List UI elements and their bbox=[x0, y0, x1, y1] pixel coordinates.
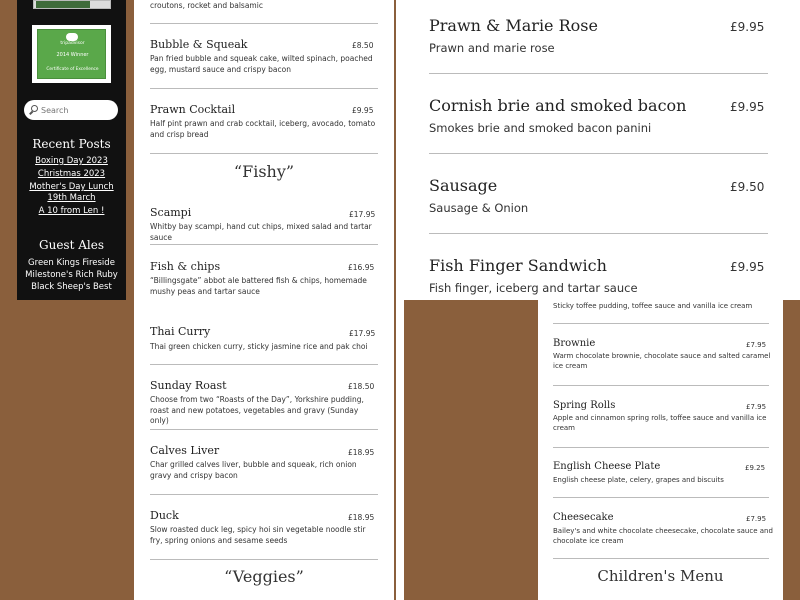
menu-item-price: £18.95 bbox=[348, 513, 375, 522]
menu-item-name: Scampi bbox=[150, 206, 192, 219]
menu-item-name: Prawn & Marie Rose bbox=[429, 16, 598, 35]
menu-item-description: Warm chocolate brownie, chocolate sauce and salted caramel ice cream bbox=[553, 352, 771, 370]
menu-item-price: £9.95 bbox=[730, 20, 765, 34]
menu-item-description: Apple and cinnamon spring rolls, toffee sauce and vanilla ice cream bbox=[553, 414, 767, 432]
menu-item-description: Smokes brie and smoked bacon panini bbox=[429, 121, 652, 135]
divider bbox=[150, 494, 378, 495]
divider bbox=[150, 153, 378, 154]
recent-post-link[interactable]: Mother's Day Lunch 19th March bbox=[29, 182, 114, 204]
menu-item-name: Fish Finger Sandwich bbox=[429, 256, 607, 275]
divider bbox=[553, 385, 769, 386]
menu-item-name: Cornish brie and smoked bacon bbox=[429, 96, 687, 115]
menu-item-description: Pan fried bubble and squeak cake, wilted spinach, poached egg, mustard sauce and crispy bacon bbox=[150, 54, 373, 74]
divider bbox=[553, 497, 769, 498]
panel-bottom-left bbox=[0, 300, 396, 600]
section-title-veggies: “Veggies” bbox=[224, 567, 304, 586]
divider bbox=[150, 429, 378, 430]
divider bbox=[429, 73, 768, 74]
menu-item-price: £7.95 bbox=[746, 515, 767, 523]
menu-item-name: Calves Liver bbox=[150, 444, 220, 457]
panel-top-left bbox=[0, 0, 396, 300]
menu-item-name: Spring Rolls bbox=[553, 400, 616, 411]
menu-column-bottom-left bbox=[134, 300, 394, 600]
recent-post-link[interactable]: A 10 from Len ! bbox=[38, 206, 105, 217]
menu-item-name: English Cheese Plate bbox=[553, 461, 661, 472]
divider bbox=[553, 323, 769, 324]
guest-ales-heading: Guest Ales bbox=[39, 238, 104, 252]
menu-column-top-left bbox=[134, 0, 394, 300]
menu-item-price: £9.95 bbox=[730, 100, 765, 114]
search-icon-handle bbox=[29, 111, 33, 115]
divider bbox=[150, 364, 378, 365]
menu-item-name: Brownie bbox=[553, 338, 596, 349]
section-title-childrens-menu: Children's Menu bbox=[597, 567, 724, 585]
menu-item-price: £17.95 bbox=[349, 210, 376, 219]
recent-post-link[interactable]: Christmas 2023 bbox=[37, 169, 106, 180]
panel-top-right bbox=[404, 0, 800, 300]
menu-item-price: £7.95 bbox=[746, 341, 767, 349]
menu-item-name: Sunday Roast bbox=[150, 379, 227, 392]
menu-item-description: Fish finger, iceberg and tartar sauce bbox=[429, 281, 638, 295]
menu-item-price: £8.50 bbox=[352, 41, 374, 50]
menu-item-description: Prawn and marie rose bbox=[429, 41, 555, 55]
menu-item-price: £7.95 bbox=[746, 403, 767, 411]
menu-item-description: Slow roasted duck leg, spicy hoi sin vegetable noodle stir fry, spring onions and sesame seeds bbox=[150, 525, 366, 545]
badge-brand: tripadvisor bbox=[60, 41, 85, 46]
guest-ale: Black Sheep's Best bbox=[31, 282, 112, 293]
menu-item-description: Choose from two “Roasts of the Day”, Yorkshire pudding, roast and new potatoes, vegetables and gravy (Sunday only) bbox=[150, 395, 364, 425]
section-title-fishy: “Fishy” bbox=[233, 162, 295, 181]
divider bbox=[429, 233, 768, 234]
menu-item-price: £18.50 bbox=[348, 382, 375, 391]
menu-item-description: English cheese plate, celery, grapes and biscuits bbox=[553, 476, 724, 484]
menu-item-price: £9.25 bbox=[745, 464, 766, 472]
partial-description: Sticky toffee pudding, toffee sauce and vanilla ice cream bbox=[553, 302, 753, 310]
menu-item-name: Fish & chips bbox=[150, 260, 221, 273]
recent-posts-list bbox=[21, 156, 122, 217]
divider bbox=[150, 559, 378, 560]
owl-icon bbox=[66, 33, 78, 41]
search-input[interactable] bbox=[41, 103, 113, 117]
tripadvisor-badge[interactable] bbox=[32, 25, 111, 83]
menu-item-name: Cheesecake bbox=[553, 512, 614, 523]
badge-line2: Certificate of Excellence bbox=[46, 67, 99, 72]
menu-item-name: Bubble & Squeak bbox=[150, 38, 248, 51]
sidebar bbox=[17, 0, 126, 300]
menu-item-price: £9.95 bbox=[730, 260, 765, 274]
menu-item-price: £9.50 bbox=[730, 180, 765, 194]
menu-item-price: £18.95 bbox=[348, 448, 375, 457]
menu-item-description: Sausage & Onion bbox=[429, 201, 529, 215]
menu-item-price: £16.95 bbox=[348, 263, 375, 272]
menu-item-name: Sausage bbox=[429, 176, 498, 195]
menu-item-price: £17.95 bbox=[349, 329, 376, 338]
menu-item-description: Half pint prawn and crab cocktail, iceberg, avocado, tomato and crisp bread bbox=[150, 119, 376, 139]
top-badge-cropped bbox=[33, 0, 111, 9]
divider bbox=[150, 23, 378, 24]
divider bbox=[150, 88, 378, 89]
divider bbox=[429, 153, 768, 154]
menu-item-description: “Billingsgate” abbot ale battered fish & chips, homemade mushy peas and tartar sauce bbox=[150, 276, 367, 296]
menu-item-price: £9.95 bbox=[352, 106, 374, 115]
recent-posts-heading: Recent Posts bbox=[32, 137, 111, 151]
partial-description: croutons, rocket and balsamic bbox=[150, 1, 263, 10]
divider bbox=[553, 447, 769, 448]
menu-column-bottom-right bbox=[538, 300, 783, 600]
divider bbox=[553, 558, 769, 559]
menu-item-name: Prawn Cocktail bbox=[150, 103, 236, 116]
search-box[interactable] bbox=[24, 100, 118, 120]
guest-ale: Milestone's Rich Ruby bbox=[25, 270, 118, 281]
menu-item-description: Whitby bay scampi, hand cut chips, mixed salad and tartar sauce bbox=[150, 222, 372, 242]
divider bbox=[150, 244, 378, 245]
menu-item-description: Char grilled calves liver, bubble and squeak, rich onion gravy and crispy bacon bbox=[150, 460, 357, 480]
badge-line1: 2014 Winner bbox=[56, 52, 89, 58]
guest-ales-list bbox=[21, 257, 122, 293]
menu-item-name: Duck bbox=[150, 509, 179, 522]
menu-item-description: Bailey's and white chocolate cheesecake, chocolate sauce and chocolate ice cream bbox=[553, 527, 773, 545]
recent-post-link[interactable]: Boxing Day 2023 bbox=[35, 156, 108, 166]
menu-item-name: Thai Curry bbox=[150, 325, 211, 338]
menu-item-description: Thai green chicken curry, sticky jasmine rice and pak choi bbox=[150, 342, 368, 351]
guest-ale: Green Kings Fireside bbox=[28, 258, 115, 268]
